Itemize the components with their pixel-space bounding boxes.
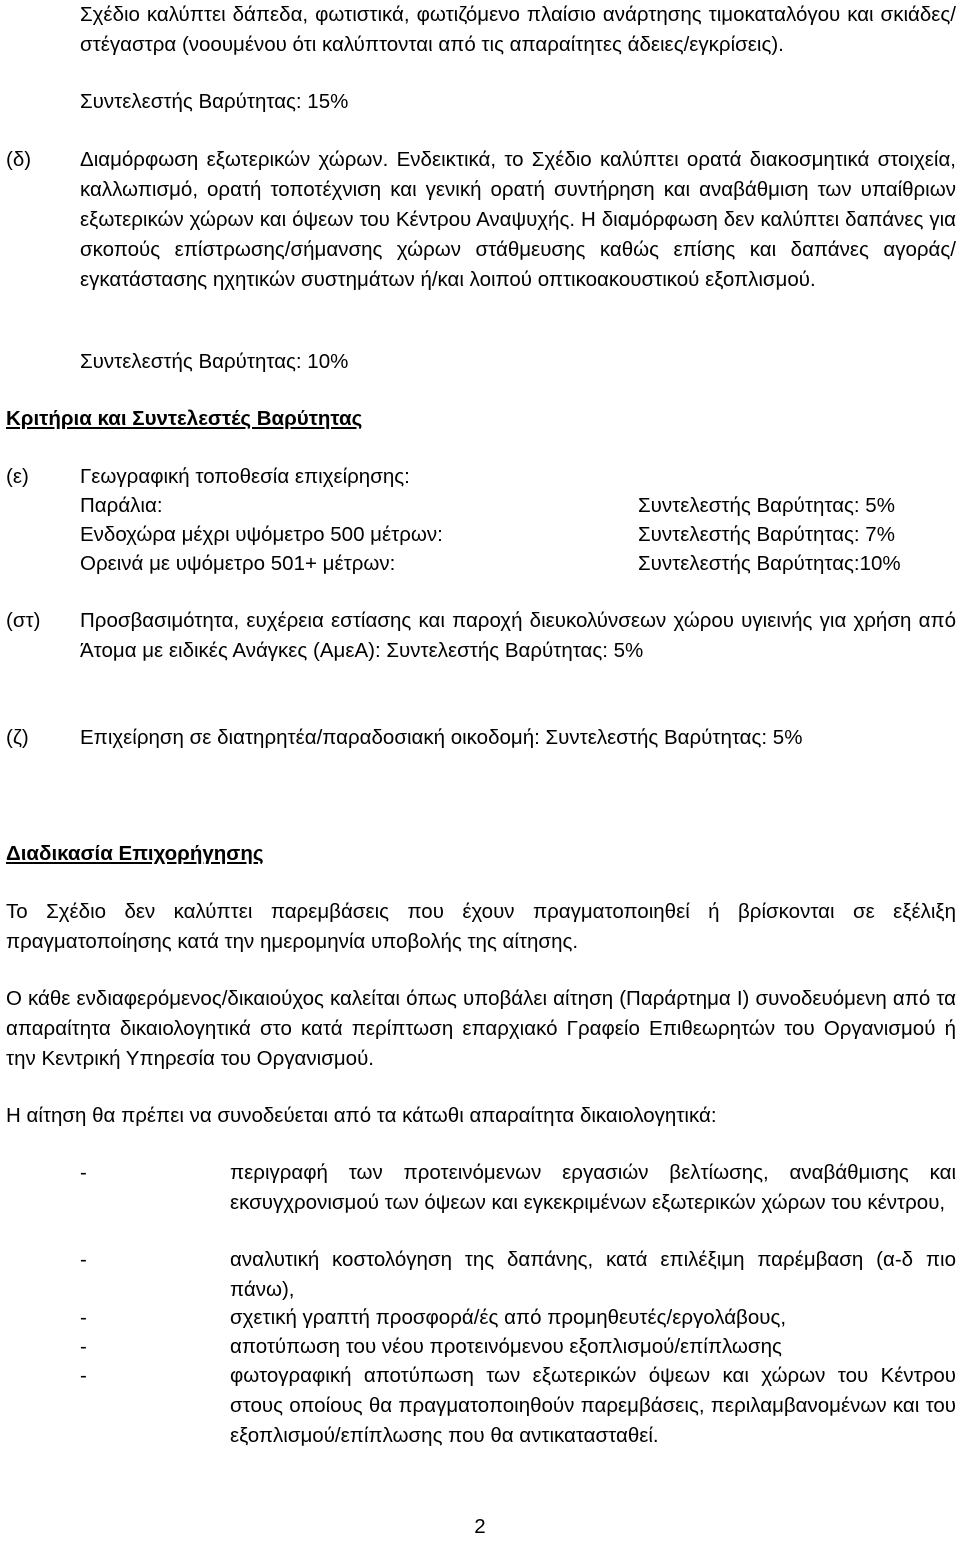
- item-d-marker: (δ): [6, 148, 32, 171]
- continuation-paragraph: Σχέδιο καλύπτει δάπεδα, φωτιστικά, φωτιζόμενο πλαίσιο ανάρτησης τιμοκαταλόγου και σκιάδες/στέγαστρα (νοουμένου ότι καλύπτονται από τις απαραίτητες άδειες/εγκρίσεις).: [80, 3, 956, 56]
- item-d-weight: Συντελεστής Βαρύτητας: 10%: [80, 350, 349, 373]
- paragraph: Το Σχέδιο δεν καλύπτει παρεμβάσεις που έχουν πραγματοποιηθεί ή βρίσκονται σε εξέλιξη πραγματοποίησης κατά την ημερομηνία υποβολής της αίτησης.: [6, 900, 956, 953]
- location-label: Ενδοχώρα μέχρι υψόμετρο 500 μέτρων:: [80, 523, 443, 546]
- location-weight: Συντελεστής Βαρύτητας:10%: [638, 552, 901, 575]
- list-item: αποτύπωση του νέου προτεινόμενου εξοπλισμού/επίπλωσης: [230, 1335, 782, 1358]
- list-item: αναλυτική κοστολόγηση της δαπάνης, κατά επιλέξιμη παρέμβαση (α-δ πιο πάνω),: [230, 1248, 956, 1301]
- list-dash: -: [80, 1364, 87, 1387]
- page-number: 2: [474, 1515, 486, 1538]
- criteria-heading: Κριτήρια και Συντελεστές Βαρύτητας: [6, 407, 363, 430]
- continuation-weight: Συντελεστής Βαρύτητας: 15%: [80, 90, 349, 113]
- list-item: περιγραφή των προτεινόμενων εργασιών βελτίωσης, αναβάθμισης και εκσυγχρονισμού των όψεων και εγκεκριμένων εξωτερικών χώρων του κέντρου,: [230, 1161, 956, 1214]
- list-item: σχετική γραπτή προσφορά/ές από προμηθευτές/εργολάβους,: [230, 1306, 787, 1329]
- procedure-heading: Διαδικασία Επιχορήγησης: [6, 842, 264, 865]
- list-dash: -: [80, 1306, 87, 1329]
- location-row: [80, 491, 960, 521]
- location-row: [80, 549, 960, 579]
- location-weight: Συντελεστής Βαρύτητας: 7%: [638, 523, 895, 546]
- location-label: Παράλια:: [80, 494, 163, 517]
- list-dash: -: [80, 1248, 87, 1271]
- paragraph: Ο κάθε ενδιαφερόμενος/δικαιούχος καλείται όπως υποβάλει αίτηση (Παράρτημα Ι) συνοδευόμενη από τα απαραίτητα δικαιολογητικά στο κατά περίπτωση επαρχιακό Γραφείο Επιθεωρητών του Οργανισμού ή την Κεντρική Υπηρεσία του Οργανισμού.: [6, 987, 956, 1070]
- location-row: [80, 520, 960, 550]
- list-dash: -: [80, 1161, 87, 1184]
- location-label: Ορεινά με υψόμετρο 501+ μέτρων:: [80, 552, 396, 575]
- paragraph: Η αίτηση θα πρέπει να συνοδεύεται από τα κάτωθι απαραίτητα δικαιολογητικά:: [6, 1104, 717, 1127]
- item-d-text: Διαμόρφωση εξωτερικών χώρων. Ενδεικτικά, το Σχέδιο καλύπτει ορατά διακοσμητικά στοιχεία, καλλωπισμό, ορατή τοποτέχνιση και γενική ορατή συντήρηση και αναβάθμιση των υπαίθριων εξωτερικών χώρων και όψεων του Κέντρου Αναψυχής. Η διαμόρφωση δεν καλύπτει δαπάνες για σκοπούς επίστρωσης/σήμανσης χώρων στάθμευσης καθώς επίσης και δαπάνες αγοράς/εγκατάστασης ηχητικών συστημάτων ή/και λοιπού οπτικοακουστικού εξοπλισμού.: [80, 148, 956, 291]
- item-z-marker: (ζ): [6, 726, 29, 749]
- location-weight: Συντελεστής Βαρύτητας: 5%: [638, 494, 895, 517]
- list-item: φωτογραφική αποτύπωση των εξωτερικών όψεων και χώρων του Κέντρου στους οποίους θα πραγματοποιηθούν παρεμβάσεις, περιλαμβανομένων και του εξοπλισμού/επίπλωσης που θα αντικατασταθεί.: [230, 1364, 956, 1447]
- item-e-title: Γεωγραφική τοποθεσία επιχείρησης:: [80, 465, 410, 488]
- item-st-marker: (στ): [6, 609, 41, 632]
- item-st-text: Προσβασιμότητα, ευχέρεια εστίασης και παροχή διευκολύνσεων χώρου υγιεινής για χρήση από Άτομα με ειδικές Ανάγκες (ΑμεΑ): Συντελεστής Βαρύτητας: 5%: [80, 609, 956, 662]
- list-dash: -: [80, 1335, 87, 1358]
- item-e-marker: (ε): [6, 465, 29, 488]
- item-z-text: Επιχείρηση σε διατηρητέα/παραδοσιακή οικοδομή: Συντελεστής Βαρύτητας: 5%: [80, 726, 803, 749]
